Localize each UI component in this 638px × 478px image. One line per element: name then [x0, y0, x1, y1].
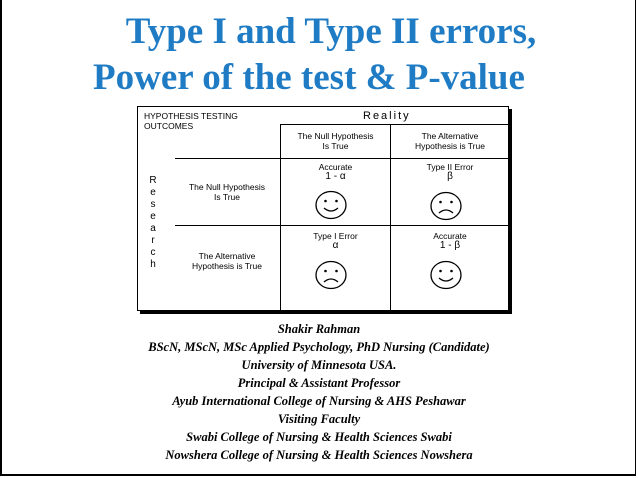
- cell-alt-alt: [391, 231, 509, 251]
- research-letter: R: [149, 175, 157, 186]
- row-header-alt-line-2: Hypothesis is True: [192, 261, 262, 271]
- cell-null-alt-label: Type II Error: [426, 162, 474, 172]
- slide-title-line-2: Power of the test & P-value: [93, 57, 525, 98]
- figure-header-line-2: OUTCOMES: [144, 121, 194, 131]
- row-header-alt-line-1: The Alternative: [198, 251, 256, 261]
- sad-face-icon: [314, 260, 348, 290]
- figure-header-line-1: HYPOTHESIS TESTING: [144, 111, 238, 121]
- col-header-null: [281, 131, 390, 151]
- credit-line: BScN, MScN, MSc Applied Psychology, PhD Nursing (Candidate): [148, 340, 490, 354]
- grid-line-left: [280, 124, 281, 311]
- grid-line-top: [175, 158, 509, 159]
- cell-alt-null-label: Type I Error: [313, 231, 358, 241]
- cell-null-null: [281, 162, 390, 182]
- grid-line-middle: [175, 225, 509, 226]
- happy-face-icon: [314, 190, 348, 220]
- research-letter: c: [150, 247, 156, 258]
- credit-line: Visiting Faculty: [277, 412, 361, 426]
- credit-line: Ayub International College of Nursing & AHS Peshawar: [172, 394, 466, 408]
- row-header-null: [174, 182, 280, 202]
- research-letter: e: [150, 211, 156, 222]
- research-letter: a: [150, 223, 156, 234]
- col-header-null-line-1: The Null Hypothesis: [297, 131, 374, 141]
- credit-line: Principal & Assistant Professor: [237, 376, 401, 390]
- cell-alt-alt-value: 1 - β: [439, 240, 461, 251]
- reality-underline: [280, 124, 509, 125]
- sad-face-icon: [429, 191, 463, 221]
- grid-line-right: [390, 124, 391, 311]
- row-header-alt: [174, 251, 280, 271]
- research-letter: r: [151, 235, 155, 246]
- credit-line: University of Minnesota USA.: [241, 358, 397, 372]
- col-header-alt: [391, 131, 509, 151]
- research-letter: h: [150, 259, 156, 270]
- cell-null-alt-value: β: [447, 171, 453, 182]
- happy-face-icon: [429, 260, 463, 290]
- author-credits: [0, 320, 638, 464]
- credit-line: Swabi College of Nursing & Health Sciences Swabi: [186, 430, 452, 444]
- credit-line: Shakir Rahman: [277, 322, 361, 336]
- cell-null-null-value: 1 - α: [325, 171, 346, 182]
- cell-null-null-label: Accurate: [318, 162, 353, 172]
- hypothesis-outcomes-figure: [137, 106, 512, 314]
- research-letter: e: [150, 187, 156, 198]
- cell-alt-null: [281, 231, 390, 251]
- cell-null-alt: [391, 162, 509, 182]
- cell-alt-alt-label: Accurate: [433, 231, 467, 241]
- research-label: [146, 175, 160, 271]
- figure-panel: [137, 106, 509, 311]
- credit-line: Nowshera College of Nursing & Health Sciences Nowshera: [165, 448, 473, 462]
- cell-alt-null-value: α: [332, 240, 339, 251]
- reality-label: Reality: [363, 110, 411, 122]
- figure-header: [144, 111, 238, 131]
- slide-title-line-1: Type I and Type II errors,: [125, 11, 537, 52]
- row-header-null-line-1: The Null Hypothesis: [188, 182, 266, 192]
- row-header-null-line-2: Is True: [214, 192, 240, 202]
- col-header-null-line-2: Is True: [322, 141, 349, 151]
- col-header-alt-line-2: Hypothesis is True: [415, 141, 485, 151]
- research-letter: s: [150, 199, 156, 210]
- col-header-alt-line-1: The Alternative: [421, 131, 479, 141]
